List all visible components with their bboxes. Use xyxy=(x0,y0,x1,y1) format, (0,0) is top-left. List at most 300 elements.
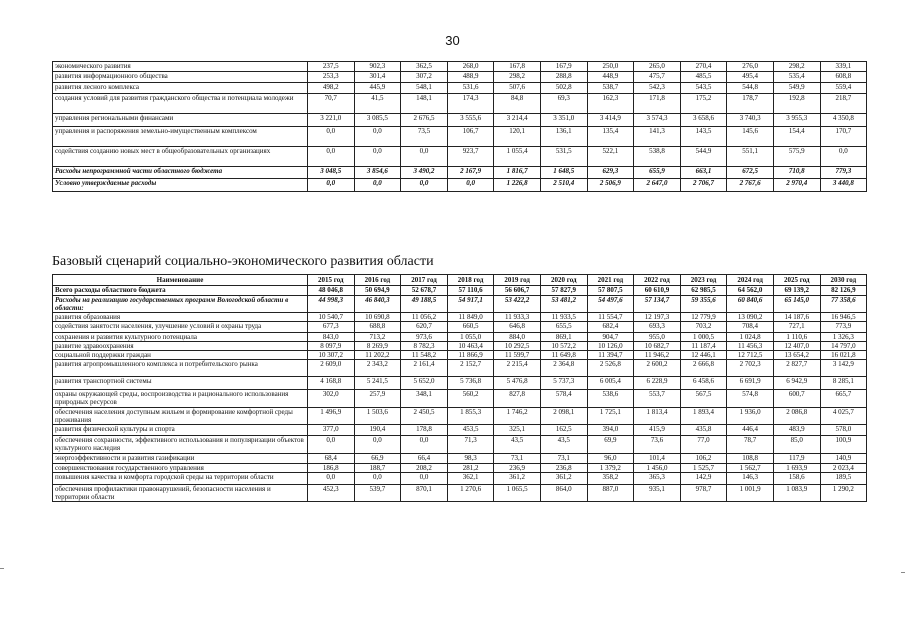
cell-value: 361,2 xyxy=(540,473,587,485)
cell-value: 8 782,3 xyxy=(401,342,448,351)
table-row xyxy=(53,286,867,296)
cell-value: 538,8 xyxy=(634,147,681,167)
cell-value: 218,7 xyxy=(820,94,867,114)
cell-value: 727,1 xyxy=(773,322,820,333)
table-row xyxy=(53,62,867,72)
row-label: обеспечения профилактики правонарушений, безопасности населения и территории области xyxy=(53,485,308,502)
cell-value: 10 463,4 xyxy=(447,342,494,351)
cell-value: 288,8 xyxy=(540,72,587,83)
table-row xyxy=(53,425,867,436)
cell-value: 2 609,0 xyxy=(308,360,355,377)
cell-value: 2 702,3 xyxy=(727,360,774,377)
cell-value: 57 110,6 xyxy=(447,286,494,296)
cell-value: 708,4 xyxy=(727,322,774,333)
cell-value: 10 682,7 xyxy=(634,342,681,351)
header-year: 2024 год xyxy=(727,275,774,286)
cell-value: 485,5 xyxy=(680,72,727,83)
cell-value: 1 290,2 xyxy=(820,485,867,502)
cell-value: 186,8 xyxy=(308,464,355,473)
cell-value: 1 562,7 xyxy=(727,464,774,473)
cell-value: 6 458,6 xyxy=(680,377,727,390)
row-label: Всего расходы областного бюджета xyxy=(53,286,308,296)
cell-value: 253,3 xyxy=(308,72,355,83)
cell-value: 1 024,8 xyxy=(727,333,774,342)
cell-value: 0,0 xyxy=(308,179,355,192)
table-row xyxy=(53,322,867,333)
cell-value: 2 676,5 xyxy=(401,114,448,127)
cell-value: 192,8 xyxy=(773,94,820,114)
row-label: управления региональными финансами xyxy=(53,114,308,127)
cell-value: 73,5 xyxy=(401,127,448,147)
cell-value: 0,0 xyxy=(401,473,448,485)
cell-value: 713,2 xyxy=(354,333,401,342)
cell-value: 710,8 xyxy=(773,167,820,179)
cell-value: 1 855,3 xyxy=(447,408,494,425)
cell-value: 0,0 xyxy=(308,127,355,147)
cell-value: 16 946,5 xyxy=(820,313,867,322)
cell-value: 655,9 xyxy=(634,167,681,179)
cell-value: 1 496,9 xyxy=(308,408,355,425)
cell-value: 108,8 xyxy=(727,454,774,464)
cell-value: 140,9 xyxy=(820,454,867,464)
cell-value: 1 893,4 xyxy=(680,408,727,425)
table-row xyxy=(53,454,867,464)
cell-value: 2 086,8 xyxy=(773,408,820,425)
row-label: развития образования xyxy=(53,313,308,322)
cell-value: 178,8 xyxy=(401,425,448,436)
cell-value: 64 562,0 xyxy=(727,286,774,296)
cell-value: 779,3 xyxy=(820,167,867,179)
cell-value: 567,5 xyxy=(680,390,727,408)
row-label: социальной поддержки граждан xyxy=(53,351,308,360)
table-row xyxy=(53,127,867,147)
cell-value: 5 652,0 xyxy=(401,377,448,390)
cell-value: 11 946,2 xyxy=(634,351,681,360)
cell-value: 544,9 xyxy=(680,147,727,167)
cell-value: 6 005,4 xyxy=(587,377,634,390)
cell-value: 100,9 xyxy=(820,436,867,454)
cell-value: 0,0 xyxy=(401,147,448,167)
table-row xyxy=(53,408,867,425)
cell-value: 10 540,7 xyxy=(308,313,355,322)
cell-value: 3 085,5 xyxy=(354,114,401,127)
cell-value: 10 572,2 xyxy=(540,342,587,351)
cell-value: 475,7 xyxy=(634,72,681,83)
row-label: развития транспортной системы xyxy=(53,377,308,390)
table-row xyxy=(53,147,867,167)
cell-value: 361,2 xyxy=(494,473,541,485)
header-year: 2022 год xyxy=(634,275,681,286)
cell-value: 578,0 xyxy=(820,425,867,436)
cell-value: 146,3 xyxy=(727,473,774,485)
cell-value: 0,0 xyxy=(354,436,401,454)
cell-value: 11 548,2 xyxy=(401,351,448,360)
cell-value: 302,0 xyxy=(308,390,355,408)
row-label: обеспечения населения доступным жильем и формирование комфортной среды проживания xyxy=(53,408,308,425)
cell-value: 495,4 xyxy=(727,72,774,83)
cell-value: 488,9 xyxy=(447,72,494,83)
row-label: совершенствования государственного управления xyxy=(53,464,308,473)
cell-value: 53 422,2 xyxy=(494,296,541,313)
header-year: 2016 год xyxy=(354,275,401,286)
cell-value: 629,3 xyxy=(587,167,634,179)
cell-value: 1 001,9 xyxy=(727,485,774,502)
cell-value: 6 691,9 xyxy=(727,377,774,390)
base-scenario-table xyxy=(52,274,867,502)
cell-value: 96,0 xyxy=(587,454,634,464)
table-row xyxy=(53,464,867,473)
cell-value: 10 292,5 xyxy=(494,342,541,351)
cell-value: 1 000,5 xyxy=(680,333,727,342)
cell-value: 13 090,2 xyxy=(727,313,774,322)
cell-value: 257,9 xyxy=(354,390,401,408)
cell-value: 270,4 xyxy=(680,62,727,72)
cell-value: 298,2 xyxy=(773,62,820,72)
cell-value: 843,0 xyxy=(308,333,355,342)
cell-value: 65 145,0 xyxy=(773,296,820,313)
cell-value: 608,8 xyxy=(820,72,867,83)
cell-value: 3 440,8 xyxy=(820,179,867,192)
cell-value: 190,4 xyxy=(354,425,401,436)
cell-value: 73,6 xyxy=(634,436,681,454)
cell-value: 677,3 xyxy=(308,322,355,333)
cell-value: 0,0 xyxy=(354,147,401,167)
row-label: сохранения и развития культурного потенциала xyxy=(53,333,308,342)
cell-value: 145,6 xyxy=(727,127,774,147)
cell-value: 693,3 xyxy=(634,322,681,333)
cell-value: 864,0 xyxy=(540,485,587,502)
cell-value: 57 807,5 xyxy=(587,286,634,296)
cell-value: 483,9 xyxy=(773,425,820,436)
cell-value: 11 866,9 xyxy=(447,351,494,360)
cell-value: 188,7 xyxy=(354,464,401,473)
cell-value: 66,9 xyxy=(354,454,401,464)
cell-value: 162,3 xyxy=(587,94,634,114)
cell-value: 682,4 xyxy=(587,322,634,333)
cell-value: 1 936,0 xyxy=(727,408,774,425)
cell-value: 69,3 xyxy=(540,94,587,114)
cell-value: 1 525,7 xyxy=(680,464,727,473)
cell-value: 542,3 xyxy=(634,83,681,94)
cell-value: 0,0 xyxy=(401,436,448,454)
cell-value: 1 813,4 xyxy=(634,408,681,425)
cell-value: 538,7 xyxy=(587,83,634,94)
cell-value: 62 985,5 xyxy=(680,286,727,296)
cell-value: 394,0 xyxy=(587,425,634,436)
cell-value: 2 510,4 xyxy=(540,179,587,192)
table-row xyxy=(53,351,867,360)
cell-value: 672,5 xyxy=(727,167,774,179)
cell-value: 2 600,2 xyxy=(634,360,681,377)
cell-value: 11 649,8 xyxy=(540,351,587,360)
cell-value: 178,7 xyxy=(727,94,774,114)
cell-value: 620,7 xyxy=(401,322,448,333)
cell-value: 73,1 xyxy=(494,454,541,464)
cell-value: 3 658,6 xyxy=(680,114,727,127)
cell-value: 73,1 xyxy=(540,454,587,464)
row-label: энергоэффективности и развития газификации xyxy=(53,454,308,464)
cell-value: 887,0 xyxy=(587,485,634,502)
cell-value: 77 358,6 xyxy=(820,296,867,313)
scan-edge-mark xyxy=(0,568,4,569)
cell-value: 660,5 xyxy=(447,322,494,333)
cell-value: 0,0 xyxy=(354,127,401,147)
cell-value: 1 110,6 xyxy=(773,333,820,342)
cell-value: 43,5 xyxy=(540,436,587,454)
cell-value: 0,0 xyxy=(447,179,494,192)
table-row xyxy=(53,167,867,179)
table-row xyxy=(53,360,867,377)
cell-value: 66,4 xyxy=(401,454,448,464)
cell-value: 276,0 xyxy=(727,62,774,72)
cell-value: 77,0 xyxy=(680,436,727,454)
cell-value: 3 048,5 xyxy=(308,167,355,179)
cell-value: 78,7 xyxy=(727,436,774,454)
cell-value: 298,2 xyxy=(494,72,541,83)
cell-value: 46 840,3 xyxy=(354,296,401,313)
cell-value: 2 827,7 xyxy=(773,360,820,377)
cell-value: 600,7 xyxy=(773,390,820,408)
cell-value: 12 446,1 xyxy=(680,351,727,360)
cell-value: 10 126,0 xyxy=(587,342,634,351)
row-label: развития лесного комплекса xyxy=(53,83,308,94)
cell-value: 869,1 xyxy=(540,333,587,342)
cell-value: 870,1 xyxy=(401,485,448,502)
cell-value: 141,3 xyxy=(634,127,681,147)
cell-value: 0,0 xyxy=(308,436,355,454)
cell-value: 827,8 xyxy=(494,390,541,408)
cell-value: 2 167,9 xyxy=(447,167,494,179)
cell-value: 167,8 xyxy=(494,62,541,72)
cell-value: 1 326,3 xyxy=(820,333,867,342)
cell-value: 549,9 xyxy=(773,83,820,94)
cell-value: 101,4 xyxy=(634,454,681,464)
cell-value: 2 343,2 xyxy=(354,360,401,377)
cell-value: 1 226,8 xyxy=(494,179,541,192)
cell-value: 301,4 xyxy=(354,72,401,83)
cell-value: 167,9 xyxy=(540,62,587,72)
cell-value: 237,5 xyxy=(308,62,355,72)
table-row xyxy=(53,94,867,114)
cell-value: 4 350,8 xyxy=(820,114,867,127)
table-row xyxy=(53,377,867,390)
cell-value: 16 021,8 xyxy=(820,351,867,360)
cell-value: 445,9 xyxy=(354,83,401,94)
cell-value: 84,8 xyxy=(494,94,541,114)
cell-value: 4 168,8 xyxy=(308,377,355,390)
cell-value: 2 706,7 xyxy=(680,179,727,192)
cell-value: 68,4 xyxy=(308,454,355,464)
cell-value: 688,8 xyxy=(354,322,401,333)
cell-value: 3 740,3 xyxy=(727,114,774,127)
cell-value: 2 970,4 xyxy=(773,179,820,192)
cell-value: 71,3 xyxy=(447,436,494,454)
cell-value: 575,9 xyxy=(773,147,820,167)
cell-value: 435,8 xyxy=(680,425,727,436)
cell-value: 5 736,8 xyxy=(447,377,494,390)
cell-value: 50 694,9 xyxy=(354,286,401,296)
cell-value: 120,1 xyxy=(494,127,541,147)
cell-value: 281,2 xyxy=(447,464,494,473)
row-label: содействия созданию новых мест в общеобразовательных организациях xyxy=(53,147,308,167)
table-row xyxy=(53,114,867,127)
cell-value: 82 126,9 xyxy=(820,286,867,296)
cell-value: 49 188,5 xyxy=(401,296,448,313)
cell-value: 531,6 xyxy=(447,83,494,94)
table-row xyxy=(53,473,867,485)
cell-value: 1 746,2 xyxy=(494,408,541,425)
cell-value: 11 849,0 xyxy=(447,313,494,322)
row-label: развития агропромышленного комплекса и потребительского рынка xyxy=(53,360,308,377)
cell-value: 773,9 xyxy=(820,322,867,333)
cell-value: 2 450,5 xyxy=(401,408,448,425)
cell-value: 44 998,3 xyxy=(308,296,355,313)
cell-value: 507,6 xyxy=(494,83,541,94)
cell-value: 60 840,6 xyxy=(727,296,774,313)
cell-value: 6 942,9 xyxy=(773,377,820,390)
cell-value: 11 933,3 xyxy=(494,313,541,322)
cell-value: 339,1 xyxy=(820,62,867,72)
cell-value: 1 503,6 xyxy=(354,408,401,425)
cell-value: 106,7 xyxy=(447,127,494,147)
cell-value: 59 355,6 xyxy=(680,296,727,313)
expenditure-table-continued xyxy=(52,61,867,192)
cell-value: 448,9 xyxy=(587,72,634,83)
row-label: экономического развития xyxy=(53,62,308,72)
cell-value: 446,4 xyxy=(727,425,774,436)
cell-value: 703,2 xyxy=(680,322,727,333)
cell-value: 0,0 xyxy=(354,179,401,192)
cell-value: 14 187,6 xyxy=(773,313,820,322)
table-row xyxy=(53,485,867,502)
table-row xyxy=(53,342,867,351)
cell-value: 544,8 xyxy=(727,83,774,94)
header-year: 2017 год xyxy=(401,275,448,286)
cell-value: 0,0 xyxy=(401,179,448,192)
cell-value: 0,0 xyxy=(308,473,355,485)
cell-value: 560,2 xyxy=(447,390,494,408)
cell-value: 3 574,3 xyxy=(634,114,681,127)
cell-value: 538,6 xyxy=(587,390,634,408)
header-year: 2018 год xyxy=(447,275,494,286)
cell-value: 2 215,4 xyxy=(494,360,541,377)
cell-value: 13 654,2 xyxy=(773,351,820,360)
cell-value: 265,0 xyxy=(634,62,681,72)
cell-value: 250,0 xyxy=(587,62,634,72)
cell-value: 48 046,8 xyxy=(308,286,355,296)
header-year: 2020 год xyxy=(540,275,587,286)
header-year: 2025 год xyxy=(773,275,820,286)
row-label: обеспечения сохранности, эффективного использования и популяризации объектов культурного наследия xyxy=(53,436,308,454)
header-name: Наименование xyxy=(53,275,308,286)
table-row xyxy=(53,333,867,342)
cell-value: 69,9 xyxy=(587,436,634,454)
section-title: Базовый сценарий социально-экономического развития области xyxy=(52,254,434,269)
cell-value: 646,8 xyxy=(494,322,541,333)
row-label: развитие здравоохранения xyxy=(53,342,308,351)
cell-value: 307,2 xyxy=(401,72,448,83)
header-year: 2019 год xyxy=(494,275,541,286)
cell-value: 8 097,9 xyxy=(308,342,355,351)
cell-value: 574,8 xyxy=(727,390,774,408)
cell-value: 175,2 xyxy=(680,94,727,114)
cell-value: 3 555,6 xyxy=(447,114,494,127)
cell-value: 154,4 xyxy=(773,127,820,147)
cell-value: 655,5 xyxy=(540,322,587,333)
cell-value: 358,2 xyxy=(587,473,634,485)
table-row xyxy=(53,179,867,192)
cell-value: 0,0 xyxy=(820,147,867,167)
row-label: Условно утверждаемые расходы xyxy=(53,179,308,192)
cell-value: 365,3 xyxy=(634,473,681,485)
cell-value: 3 351,0 xyxy=(540,114,587,127)
cell-value: 52 678,7 xyxy=(401,286,448,296)
cell-value: 57 134,7 xyxy=(634,296,681,313)
cell-value: 2 364,8 xyxy=(540,360,587,377)
cell-value: 5 737,3 xyxy=(540,377,587,390)
cell-value: 2 161,4 xyxy=(401,360,448,377)
cell-value: 1 456,0 xyxy=(634,464,681,473)
cell-value: 665,7 xyxy=(820,390,867,408)
cell-value: 41,5 xyxy=(354,94,401,114)
cell-value: 57 827,9 xyxy=(540,286,587,296)
cell-value: 54 497,6 xyxy=(587,296,634,313)
cell-value: 189,5 xyxy=(820,473,867,485)
cell-value: 935,1 xyxy=(634,485,681,502)
cell-value: 362,5 xyxy=(401,62,448,72)
header-year: 2030 год xyxy=(820,275,867,286)
row-label: развития физической культуры и спорта xyxy=(53,425,308,436)
row-label: создания условий для развития гражданского общества и потенциала молодежи xyxy=(53,94,308,114)
cell-value: 148,1 xyxy=(401,94,448,114)
cell-value: 2 023,4 xyxy=(820,464,867,473)
cell-value: 884,0 xyxy=(494,333,541,342)
cell-value: 60 610,9 xyxy=(634,286,681,296)
cell-value: 1 693,9 xyxy=(773,464,820,473)
cell-value: 171,8 xyxy=(634,94,681,114)
cell-value: 2 647,0 xyxy=(634,179,681,192)
cell-value: 1 816,7 xyxy=(494,167,541,179)
cell-value: 12 712,5 xyxy=(727,351,774,360)
cell-value: 2 666,8 xyxy=(680,360,727,377)
cell-value: 2 098,1 xyxy=(540,408,587,425)
cell-value: 522,1 xyxy=(587,147,634,167)
cell-value: 3 955,3 xyxy=(773,114,820,127)
cell-value: 2 506,9 xyxy=(587,179,634,192)
cell-value: 8 269,9 xyxy=(354,342,401,351)
cell-value: 5 241,5 xyxy=(354,377,401,390)
cell-value: 955,0 xyxy=(634,333,681,342)
row-label: охраны окружающей среды, воспроизводства и рационального использования природных ресурсов xyxy=(53,390,308,408)
table-row xyxy=(53,72,867,83)
cell-value: 0,0 xyxy=(354,473,401,485)
cell-value: 415,9 xyxy=(634,425,681,436)
cell-value: 11 456,3 xyxy=(727,342,774,351)
cell-value: 8 285,1 xyxy=(820,377,867,390)
cell-value: 11 599,7 xyxy=(494,351,541,360)
cell-value: 1 055,0 xyxy=(447,333,494,342)
cell-value: 663,1 xyxy=(680,167,727,179)
cell-value: 11 202,2 xyxy=(354,351,401,360)
cell-value: 1 065,5 xyxy=(494,485,541,502)
row-label: управления и распоряжения земельно-имущественным комплексом xyxy=(53,127,308,147)
cell-value: 11 056,2 xyxy=(401,313,448,322)
cell-value: 3 142,9 xyxy=(820,360,867,377)
header-year: 2021 год xyxy=(587,275,634,286)
cell-value: 2 767,6 xyxy=(727,179,774,192)
table-row xyxy=(53,313,867,322)
cell-value: 70,7 xyxy=(308,94,355,114)
